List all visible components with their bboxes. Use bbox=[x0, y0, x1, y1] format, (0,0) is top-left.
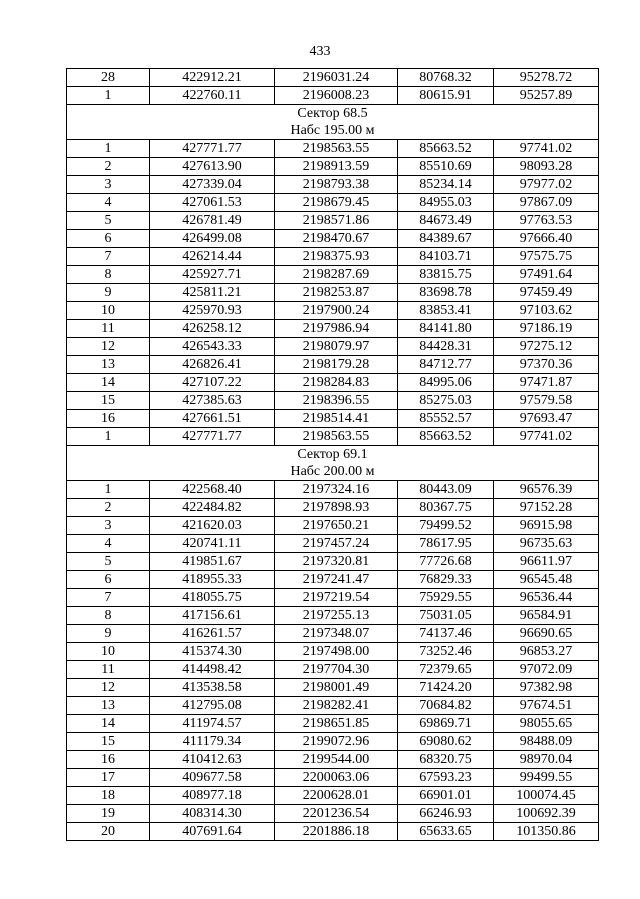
table-row bbox=[67, 158, 599, 176]
y-coordinate-cell: 2198375.93 bbox=[275, 248, 398, 266]
y-local-cell: 96915.98 bbox=[494, 517, 599, 535]
page-number: 433 bbox=[309, 44, 331, 59]
x-local-cell: 84103.71 bbox=[398, 248, 494, 266]
point-number-cell: 12 bbox=[67, 679, 150, 697]
y-local-cell: 98093.28 bbox=[494, 158, 599, 176]
x-local-cell: 75031.05 bbox=[398, 607, 494, 625]
y-coordinate-cell: 2196031.24 bbox=[275, 69, 398, 87]
x-local-cell: 84428.31 bbox=[398, 338, 494, 356]
y-local-cell: 98488.09 bbox=[494, 733, 599, 751]
point-number-cell: 13 bbox=[67, 697, 150, 715]
x-local-cell: 84955.03 bbox=[398, 194, 494, 212]
x-local-cell: 80615.91 bbox=[398, 87, 494, 105]
y-local-cell: 96584.91 bbox=[494, 607, 599, 625]
x-coordinate-cell: 426258.12 bbox=[150, 320, 275, 338]
y-local-cell: 97471.87 bbox=[494, 374, 599, 392]
x-coordinate-cell: 419851.67 bbox=[150, 553, 275, 571]
x-coordinate-cell: 427661.51 bbox=[150, 410, 275, 428]
y-local-cell: 96576.39 bbox=[494, 481, 599, 499]
y-coordinate-cell: 2198282.41 bbox=[275, 697, 398, 715]
x-coordinate-cell: 418955.33 bbox=[150, 571, 275, 589]
x-local-cell: 85275.03 bbox=[398, 392, 494, 410]
x-coordinate-cell: 422568.40 bbox=[150, 481, 275, 499]
point-number-cell: 7 bbox=[67, 589, 150, 607]
y-local-cell: 96536.44 bbox=[494, 589, 599, 607]
y-coordinate-cell: 2197219.54 bbox=[275, 589, 398, 607]
point-number-cell: 1 bbox=[67, 140, 150, 158]
y-coordinate-cell: 2198284.83 bbox=[275, 374, 398, 392]
x-local-cell: 83698.78 bbox=[398, 284, 494, 302]
section-header-row bbox=[67, 105, 599, 123]
x-coordinate-cell: 409677.58 bbox=[150, 769, 275, 787]
point-number-cell: 15 bbox=[67, 392, 150, 410]
y-local-cell: 97459.49 bbox=[494, 284, 599, 302]
y-local-cell: 97977.02 bbox=[494, 176, 599, 194]
y-local-cell: 96853.27 bbox=[494, 643, 599, 661]
y-coordinate-cell: 2197241.47 bbox=[275, 571, 398, 589]
y-local-cell: 101350.86 bbox=[494, 823, 599, 841]
table-row bbox=[67, 589, 599, 607]
y-coordinate-cell: 2198396.55 bbox=[275, 392, 398, 410]
table-row bbox=[67, 410, 599, 428]
x-local-cell: 69080.62 bbox=[398, 733, 494, 751]
y-local-cell: 97666.40 bbox=[494, 230, 599, 248]
x-coordinate-cell: 418055.75 bbox=[150, 589, 275, 607]
section-height: Набс 195.00 м bbox=[67, 122, 599, 140]
x-local-cell: 78617.95 bbox=[398, 535, 494, 553]
x-local-cell: 75929.55 bbox=[398, 589, 494, 607]
table-row bbox=[67, 320, 599, 338]
y-local-cell: 97491.64 bbox=[494, 266, 599, 284]
y-coordinate-cell: 2197498.00 bbox=[275, 643, 398, 661]
y-coordinate-cell: 2197255.13 bbox=[275, 607, 398, 625]
table-row bbox=[67, 140, 599, 158]
x-local-cell: 77726.68 bbox=[398, 553, 494, 571]
y-local-cell: 97575.75 bbox=[494, 248, 599, 266]
x-local-cell: 70684.82 bbox=[398, 697, 494, 715]
y-coordinate-cell: 2198179.28 bbox=[275, 356, 398, 374]
table-row bbox=[67, 392, 599, 410]
x-local-cell: 73252.46 bbox=[398, 643, 494, 661]
point-number-cell: 3 bbox=[67, 517, 150, 535]
table-row bbox=[67, 769, 599, 787]
point-number-cell: 8 bbox=[67, 266, 150, 284]
x-coordinate-cell: 413538.58 bbox=[150, 679, 275, 697]
y-local-cell: 95257.89 bbox=[494, 87, 599, 105]
table-row bbox=[67, 787, 599, 805]
section-subheader-row bbox=[67, 463, 599, 481]
point-number-cell: 3 bbox=[67, 176, 150, 194]
coordinates-table-body bbox=[67, 69, 599, 841]
x-coordinate-cell: 427613.90 bbox=[150, 158, 275, 176]
y-local-cell: 96611.97 bbox=[494, 553, 599, 571]
y-coordinate-cell: 2198563.55 bbox=[275, 140, 398, 158]
x-coordinate-cell: 425927.71 bbox=[150, 266, 275, 284]
point-number-cell: 4 bbox=[67, 194, 150, 212]
x-local-cell: 80443.09 bbox=[398, 481, 494, 499]
section-title: Сектор 69.1 bbox=[67, 446, 599, 464]
x-local-cell: 79499.52 bbox=[398, 517, 494, 535]
x-local-cell: 85663.52 bbox=[398, 140, 494, 158]
coordinates-table bbox=[66, 68, 599, 841]
x-coordinate-cell: 422484.82 bbox=[150, 499, 275, 517]
table-row bbox=[67, 230, 599, 248]
point-number-cell: 5 bbox=[67, 212, 150, 230]
point-number-cell: 9 bbox=[67, 625, 150, 643]
x-coordinate-cell: 412795.08 bbox=[150, 697, 275, 715]
x-coordinate-cell: 426543.33 bbox=[150, 338, 275, 356]
x-coordinate-cell: 427771.77 bbox=[150, 140, 275, 158]
y-local-cell: 99499.55 bbox=[494, 769, 599, 787]
y-coordinate-cell: 2197898.93 bbox=[275, 499, 398, 517]
y-coordinate-cell: 2198793.38 bbox=[275, 176, 398, 194]
point-number-cell: 20 bbox=[67, 823, 150, 841]
point-number-cell: 16 bbox=[67, 751, 150, 769]
x-local-cell: 84712.77 bbox=[398, 356, 494, 374]
x-coordinate-cell: 408314.30 bbox=[150, 805, 275, 823]
section-header-row bbox=[67, 446, 599, 464]
point-number-cell: 14 bbox=[67, 715, 150, 733]
y-coordinate-cell: 2197986.94 bbox=[275, 320, 398, 338]
x-local-cell: 67593.23 bbox=[398, 769, 494, 787]
x-local-cell: 76829.33 bbox=[398, 571, 494, 589]
point-number-cell: 1 bbox=[67, 428, 150, 446]
table-row bbox=[67, 374, 599, 392]
table-row bbox=[67, 715, 599, 733]
x-local-cell: 71424.20 bbox=[398, 679, 494, 697]
point-number-cell: 13 bbox=[67, 356, 150, 374]
x-local-cell: 84141.80 bbox=[398, 320, 494, 338]
x-coordinate-cell: 411179.34 bbox=[150, 733, 275, 751]
x-coordinate-cell: 427771.77 bbox=[150, 428, 275, 446]
y-coordinate-cell: 2198253.87 bbox=[275, 284, 398, 302]
x-local-cell: 65633.65 bbox=[398, 823, 494, 841]
point-number-cell: 17 bbox=[67, 769, 150, 787]
y-local-cell: 97370.36 bbox=[494, 356, 599, 374]
y-coordinate-cell: 2199544.00 bbox=[275, 751, 398, 769]
point-number-cell: 12 bbox=[67, 338, 150, 356]
x-coordinate-cell: 411974.57 bbox=[150, 715, 275, 733]
x-local-cell: 68320.75 bbox=[398, 751, 494, 769]
point-number-cell: 7 bbox=[67, 248, 150, 266]
point-number-cell: 4 bbox=[67, 535, 150, 553]
x-local-cell: 85510.69 bbox=[398, 158, 494, 176]
x-local-cell: 84673.49 bbox=[398, 212, 494, 230]
y-coordinate-cell: 2197457.24 bbox=[275, 535, 398, 553]
point-number-cell: 1 bbox=[67, 481, 150, 499]
y-local-cell: 100074.45 bbox=[494, 787, 599, 805]
y-coordinate-cell: 2200063.06 bbox=[275, 769, 398, 787]
table-row bbox=[67, 284, 599, 302]
point-number-cell: 2 bbox=[67, 499, 150, 517]
point-number-cell: 15 bbox=[67, 733, 150, 751]
y-local-cell: 97072.09 bbox=[494, 661, 599, 679]
y-coordinate-cell: 2200628.01 bbox=[275, 787, 398, 805]
x-coordinate-cell: 426214.44 bbox=[150, 248, 275, 266]
x-coordinate-cell: 422912.21 bbox=[150, 69, 275, 87]
section-title: Сектор 68.5 bbox=[67, 105, 599, 123]
section-subheader-row bbox=[67, 122, 599, 140]
table-row bbox=[67, 266, 599, 284]
table-row bbox=[67, 661, 599, 679]
y-coordinate-cell: 2198913.59 bbox=[275, 158, 398, 176]
y-local-cell: 97103.62 bbox=[494, 302, 599, 320]
table-row bbox=[67, 805, 599, 823]
table-row bbox=[67, 176, 599, 194]
table-row bbox=[67, 535, 599, 553]
x-coordinate-cell: 426499.08 bbox=[150, 230, 275, 248]
y-local-cell: 96545.48 bbox=[494, 571, 599, 589]
y-coordinate-cell: 2198679.45 bbox=[275, 194, 398, 212]
y-local-cell: 97186.19 bbox=[494, 320, 599, 338]
x-local-cell: 85663.52 bbox=[398, 428, 494, 446]
y-local-cell: 97674.51 bbox=[494, 697, 599, 715]
x-coordinate-cell: 422760.11 bbox=[150, 87, 275, 105]
y-local-cell: 97867.09 bbox=[494, 194, 599, 212]
point-number-cell: 16 bbox=[67, 410, 150, 428]
y-coordinate-cell: 2197320.81 bbox=[275, 553, 398, 571]
point-number-cell: 19 bbox=[67, 805, 150, 823]
table-row bbox=[67, 499, 599, 517]
y-local-cell: 97382.98 bbox=[494, 679, 599, 697]
y-local-cell: 96735.63 bbox=[494, 535, 599, 553]
y-coordinate-cell: 2197324.16 bbox=[275, 481, 398, 499]
x-coordinate-cell: 427385.63 bbox=[150, 392, 275, 410]
table-row bbox=[67, 697, 599, 715]
point-number-cell: 14 bbox=[67, 374, 150, 392]
x-coordinate-cell: 410412.63 bbox=[150, 751, 275, 769]
y-local-cell: 97152.28 bbox=[494, 499, 599, 517]
x-coordinate-cell: 420741.11 bbox=[150, 535, 275, 553]
y-local-cell: 97579.58 bbox=[494, 392, 599, 410]
table-row bbox=[67, 69, 599, 87]
x-coordinate-cell: 427061.53 bbox=[150, 194, 275, 212]
x-coordinate-cell: 408977.18 bbox=[150, 787, 275, 805]
point-number-cell: 18 bbox=[67, 787, 150, 805]
y-coordinate-cell: 2196008.23 bbox=[275, 87, 398, 105]
table-row bbox=[67, 356, 599, 374]
x-coordinate-cell: 425970.93 bbox=[150, 302, 275, 320]
table-row bbox=[67, 733, 599, 751]
x-coordinate-cell: 426781.49 bbox=[150, 212, 275, 230]
x-coordinate-cell: 421620.03 bbox=[150, 517, 275, 535]
y-coordinate-cell: 2201886.18 bbox=[275, 823, 398, 841]
table-row bbox=[67, 607, 599, 625]
point-number-cell: 2 bbox=[67, 158, 150, 176]
y-coordinate-cell: 2197704.30 bbox=[275, 661, 398, 679]
table-row bbox=[67, 338, 599, 356]
x-local-cell: 85552.57 bbox=[398, 410, 494, 428]
y-local-cell: 98970.04 bbox=[494, 751, 599, 769]
y-coordinate-cell: 2198001.49 bbox=[275, 679, 398, 697]
x-local-cell: 83853.41 bbox=[398, 302, 494, 320]
table-row bbox=[67, 625, 599, 643]
table-row bbox=[67, 212, 599, 230]
x-coordinate-cell: 426826.41 bbox=[150, 356, 275, 374]
x-local-cell: 85234.14 bbox=[398, 176, 494, 194]
y-coordinate-cell: 2198514.41 bbox=[275, 410, 398, 428]
point-number-cell: 11 bbox=[67, 320, 150, 338]
y-coordinate-cell: 2198651.85 bbox=[275, 715, 398, 733]
y-local-cell: 98055.65 bbox=[494, 715, 599, 733]
y-coordinate-cell: 2198079.97 bbox=[275, 338, 398, 356]
table-row bbox=[67, 428, 599, 446]
table-row bbox=[67, 571, 599, 589]
x-local-cell: 72379.65 bbox=[398, 661, 494, 679]
x-coordinate-cell: 415374.30 bbox=[150, 643, 275, 661]
x-coordinate-cell: 414498.42 bbox=[150, 661, 275, 679]
y-local-cell: 95278.72 bbox=[494, 69, 599, 87]
y-coordinate-cell: 2198571.86 bbox=[275, 212, 398, 230]
x-local-cell: 80367.75 bbox=[398, 499, 494, 517]
y-coordinate-cell: 2197900.24 bbox=[275, 302, 398, 320]
x-local-cell: 83815.75 bbox=[398, 266, 494, 284]
y-coordinate-cell: 2198287.69 bbox=[275, 266, 398, 284]
point-number-cell: 8 bbox=[67, 607, 150, 625]
y-local-cell: 97693.47 bbox=[494, 410, 599, 428]
point-number-cell: 11 bbox=[67, 661, 150, 679]
point-number-cell: 6 bbox=[67, 230, 150, 248]
x-coordinate-cell: 417156.61 bbox=[150, 607, 275, 625]
x-local-cell: 69869.71 bbox=[398, 715, 494, 733]
x-local-cell: 74137.46 bbox=[398, 625, 494, 643]
point-number-cell: 1 bbox=[67, 87, 150, 105]
x-coordinate-cell: 425811.21 bbox=[150, 284, 275, 302]
table-row bbox=[67, 751, 599, 769]
point-number-cell: 10 bbox=[67, 302, 150, 320]
y-coordinate-cell: 2199072.96 bbox=[275, 733, 398, 751]
y-coordinate-cell: 2198563.55 bbox=[275, 428, 398, 446]
table-row bbox=[67, 87, 599, 105]
table-row bbox=[67, 823, 599, 841]
x-coordinate-cell: 427107.22 bbox=[150, 374, 275, 392]
x-local-cell: 84995.06 bbox=[398, 374, 494, 392]
x-coordinate-cell: 427339.04 bbox=[150, 176, 275, 194]
point-number-cell: 5 bbox=[67, 553, 150, 571]
section-height: Набс 200.00 м bbox=[67, 463, 599, 481]
y-coordinate-cell: 2198470.67 bbox=[275, 230, 398, 248]
table-row bbox=[67, 517, 599, 535]
y-local-cell: 96690.65 bbox=[494, 625, 599, 643]
table-row bbox=[67, 553, 599, 571]
x-local-cell: 80768.32 bbox=[398, 69, 494, 87]
y-coordinate-cell: 2197650.21 bbox=[275, 517, 398, 535]
table-row bbox=[67, 248, 599, 266]
point-number-cell: 6 bbox=[67, 571, 150, 589]
y-local-cell: 100692.39 bbox=[494, 805, 599, 823]
y-local-cell: 97763.53 bbox=[494, 212, 599, 230]
y-local-cell: 97741.02 bbox=[494, 140, 599, 158]
x-coordinate-cell: 407691.64 bbox=[150, 823, 275, 841]
point-number-cell: 9 bbox=[67, 284, 150, 302]
table-row bbox=[67, 302, 599, 320]
table-row bbox=[67, 643, 599, 661]
point-number-cell: 10 bbox=[67, 643, 150, 661]
y-local-cell: 97741.02 bbox=[494, 428, 599, 446]
table-row bbox=[67, 679, 599, 697]
x-local-cell: 84389.67 bbox=[398, 230, 494, 248]
y-local-cell: 97275.12 bbox=[494, 338, 599, 356]
y-coordinate-cell: 2197348.07 bbox=[275, 625, 398, 643]
x-coordinate-cell: 416261.57 bbox=[150, 625, 275, 643]
x-local-cell: 66246.93 bbox=[398, 805, 494, 823]
y-coordinate-cell: 2201236.54 bbox=[275, 805, 398, 823]
table-row bbox=[67, 194, 599, 212]
x-local-cell: 66901.01 bbox=[398, 787, 494, 805]
point-number-cell: 28 bbox=[67, 69, 150, 87]
table-row bbox=[67, 481, 599, 499]
